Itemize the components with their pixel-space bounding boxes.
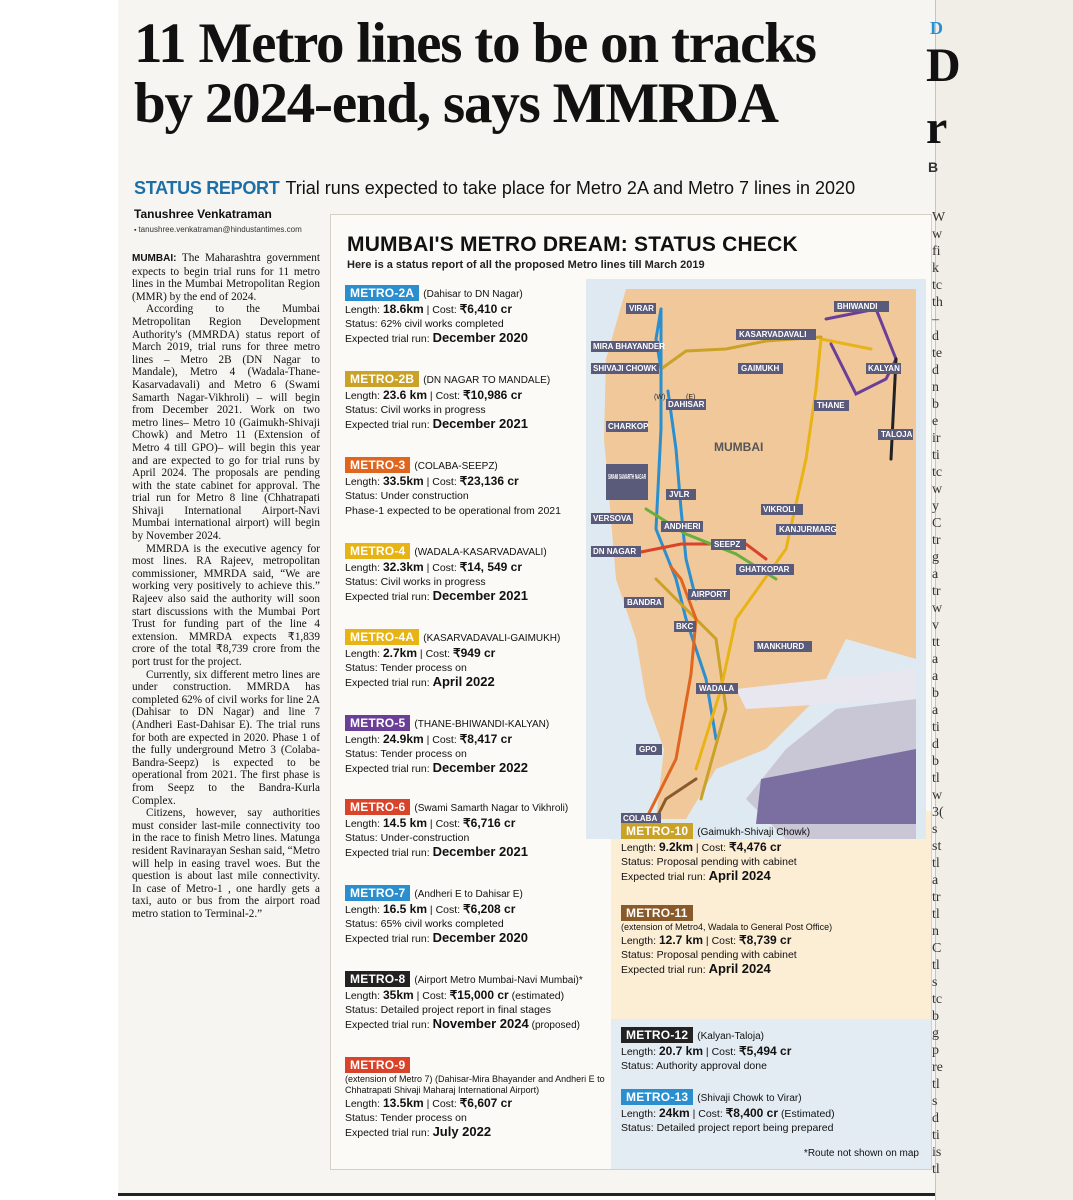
metro-length: 24.9km bbox=[382, 732, 424, 746]
length-label: Length: bbox=[345, 904, 381, 916]
cost-label: Cost: bbox=[432, 734, 457, 746]
metro-badge: METRO-4A bbox=[345, 629, 419, 645]
length-label: Length: bbox=[621, 1046, 657, 1058]
metro-badge: METRO-2A bbox=[345, 285, 419, 301]
trial-label: Expected trial run: bbox=[345, 591, 430, 603]
metro-route: (Swami Samarth Nagar to Vikhroli) bbox=[414, 803, 569, 814]
trial-label: Expected trial run: bbox=[345, 333, 430, 345]
adjacent-fragment: n bbox=[932, 924, 939, 939]
map-label-wadala: WADALA bbox=[699, 684, 735, 693]
adjacent-fragment: g bbox=[932, 1026, 939, 1041]
adjacent-column bbox=[926, 0, 1073, 1200]
metro-cost-extra: (Estimated) bbox=[780, 1108, 835, 1120]
metro-line-header bbox=[621, 905, 921, 922]
adjacent-fragment: n bbox=[932, 380, 939, 395]
map-label-colaba: COLABA bbox=[623, 814, 658, 823]
adjacent-fragment: w bbox=[932, 227, 943, 242]
metro-trial bbox=[621, 869, 921, 885]
metro-line-header bbox=[345, 371, 585, 388]
metro-cost: ₹949 cr bbox=[453, 646, 496, 660]
metro-status: Status: Tender process on bbox=[345, 662, 467, 674]
adjacent-fragment: b bbox=[932, 1009, 939, 1024]
metro-badge: METRO-2B bbox=[345, 371, 419, 387]
metro-line-header bbox=[345, 285, 585, 302]
article-paragraph-text: The Maharashtra government expects to begin trial runs for 11 metro lines in the Mumbai Metropolitan Region (MMR) by the end of 2024. bbox=[132, 252, 320, 303]
metro-badge: METRO-11 bbox=[621, 905, 693, 921]
metro-trial-date: December 2020 bbox=[432, 330, 528, 345]
metro-trial bbox=[621, 962, 921, 978]
metro-route: (Andheri E to Dahisar E) bbox=[414, 889, 523, 900]
adjacent-fragment: g bbox=[932, 550, 939, 565]
metro-line-block bbox=[345, 457, 585, 519]
metro-cost: ₹5,494 cr bbox=[739, 1044, 792, 1058]
length-label: Length: bbox=[345, 734, 381, 746]
email-text: tanushree.venkatraman@hindustantimes.com bbox=[138, 225, 302, 234]
metro-badge: METRO-13 bbox=[621, 1089, 693, 1105]
length-label: Length: bbox=[345, 648, 381, 660]
adjacent-fragment: b bbox=[932, 686, 939, 701]
trial-label: Expected trial run: bbox=[345, 419, 430, 431]
map-label-charkop: CHARKOP bbox=[608, 422, 649, 431]
metro-status: Status: 65% civil works completed bbox=[345, 918, 504, 930]
adjacent-fragment: C bbox=[932, 941, 942, 956]
map-label-versova: VERSOVA bbox=[593, 514, 632, 523]
metro-route: (KASARVADAVALI-GAIMUKH) bbox=[423, 633, 561, 644]
metro-status: Status: Tender process on bbox=[345, 748, 467, 760]
adjacent-fragment: tr bbox=[932, 533, 941, 548]
byline-email: ▪ tanushree.venkatraman@hindustantimes.com bbox=[134, 225, 302, 234]
map-label-e: (E) bbox=[686, 394, 696, 401]
metro-length: 35km bbox=[382, 988, 414, 1002]
metro-badge: METRO-3 bbox=[345, 457, 410, 473]
metro-status: Status: Civil works in progress bbox=[345, 404, 486, 416]
map-label-thane: THANE bbox=[817, 401, 845, 410]
metro-length-cost: Length: 12.7 km | Cost: ₹8,739 cr bbox=[621, 933, 792, 947]
metro-length-cost: Length: 20.7 km | Cost: ₹5,494 cr bbox=[621, 1044, 792, 1058]
map-label-kasarvadavali: KASARVADAVALI bbox=[739, 330, 807, 339]
metro-trial-date: July 2022 bbox=[432, 1124, 492, 1139]
metro-line-header bbox=[345, 715, 585, 732]
strap-deck: Trial runs expected to take place for Metro 2A and Metro 7 lines in 2020 bbox=[285, 178, 856, 198]
map-label-w: (W) bbox=[654, 394, 666, 401]
metro-length-cost: Length: 13.5km | Cost: ₹6,607 cr bbox=[345, 1096, 513, 1110]
cost-label: Cost: bbox=[432, 304, 457, 316]
metro-length: 9.2km bbox=[658, 840, 693, 854]
metro-line-header bbox=[621, 1027, 921, 1044]
metro-trial bbox=[345, 417, 585, 433]
metro-status: Status: Detailed project report being prepared bbox=[621, 1122, 834, 1134]
metro-line-block bbox=[345, 629, 585, 691]
metro-map bbox=[586, 279, 926, 839]
metro-line-block bbox=[345, 799, 585, 861]
adjacent-fragment: b bbox=[932, 397, 939, 412]
length-label: Length: bbox=[621, 935, 657, 947]
graphic-title: MUMBAI'S METRO DREAM: STATUS CHECK bbox=[347, 233, 798, 256]
metro-length: 2.7km bbox=[382, 646, 417, 660]
metro-line-header bbox=[345, 799, 585, 816]
metro-length: 32.3km bbox=[382, 560, 424, 574]
adjacent-fragment: ti bbox=[932, 720, 940, 735]
metro-badge: METRO-9 bbox=[345, 1057, 410, 1073]
adjacent-fragment: a bbox=[932, 873, 939, 888]
metro-route: (DN NAGAR TO MANDALE) bbox=[423, 375, 551, 386]
cost-label: Cost: bbox=[425, 648, 451, 660]
adjacent-fragment: w bbox=[932, 601, 943, 616]
metro-cost: ₹23,136 cr bbox=[459, 474, 519, 488]
cost-label: Cost: bbox=[432, 1098, 457, 1110]
metro-trial-date: April 2022 bbox=[432, 674, 495, 689]
metro-length-cost: Length: 33.5km | Cost: ₹23,136 cr bbox=[345, 474, 519, 488]
metro-trial-date: December 2021 bbox=[432, 844, 528, 859]
metro-line-header bbox=[345, 543, 585, 560]
metro-badge: METRO-7 bbox=[345, 885, 410, 901]
map-label-dn-nagar: DN NAGAR bbox=[593, 547, 637, 556]
metro-cost: ₹6,410 cr bbox=[459, 302, 513, 316]
adjacent-fragment: – bbox=[932, 312, 939, 327]
metro-detail: (extension of Metro 7) (Dahisar-Mira Bhayander and Andheri E to Chhatrapati Shivaji Maharaj International Airport) bbox=[345, 1074, 605, 1095]
metro-route: (Airport Metro Mumbai-Navi Mumbai)* bbox=[414, 975, 583, 986]
metro-status: Status: 62% civil works completed bbox=[345, 318, 504, 330]
metro-badge: METRO-6 bbox=[345, 799, 410, 815]
metro-line-header bbox=[345, 457, 585, 474]
adjacent-fragment: tl bbox=[932, 1162, 940, 1177]
metro-route: (Kalyan-Taloja) bbox=[697, 1031, 764, 1042]
metro-line-block bbox=[621, 1089, 921, 1135]
metro-route: (Shivaji Chowk to Virar) bbox=[697, 1093, 802, 1104]
adjacent-fragment: tc bbox=[932, 465, 943, 480]
page-bottom-rule bbox=[118, 1193, 935, 1196]
headline bbox=[134, 14, 934, 134]
map-label-bg bbox=[606, 464, 648, 500]
metro-route: (Gaimukh-Shivaji Chowk) bbox=[697, 827, 811, 838]
metro-cost-extra: (estimated) bbox=[511, 990, 565, 1002]
metro-status: Status: Authority approval done bbox=[621, 1060, 767, 1072]
metro-line-header bbox=[345, 1057, 607, 1074]
metro-badge: METRO-5 bbox=[345, 715, 410, 731]
map-label-airport: AIRPORT bbox=[691, 590, 727, 599]
metro-trial bbox=[345, 675, 585, 691]
adjacent-fragment: d bbox=[932, 1111, 939, 1126]
metro-cost: ₹6,607 cr bbox=[459, 1096, 513, 1110]
adjacent-fragment: s bbox=[932, 822, 938, 837]
adjacent-fragment: tr bbox=[932, 890, 941, 905]
length-label: Length: bbox=[621, 842, 657, 854]
strap-kicker: STATUS REPORT bbox=[134, 178, 280, 198]
article-body bbox=[132, 252, 320, 920]
cost-label: Cost: bbox=[422, 990, 447, 1002]
headline-line-2: by 2024-end, says MMRDA bbox=[134, 72, 778, 135]
metro-cost: ₹14, 549 cr bbox=[459, 560, 523, 574]
adjacent-fragment: tr bbox=[932, 584, 941, 599]
metro-line-header bbox=[345, 971, 585, 988]
length-label: Length: bbox=[345, 304, 381, 316]
map-label-andheri: ANDHERI bbox=[664, 522, 701, 531]
metro-cost: ₹8,417 cr bbox=[459, 732, 513, 746]
metro-cost: ₹4,476 cr bbox=[729, 840, 782, 854]
strapline bbox=[134, 178, 855, 199]
metro-cost: ₹8,400 cr bbox=[725, 1106, 779, 1120]
metro-length-cost: Length: 35km | Cost: ₹15,000 cr (estimated) bbox=[345, 988, 565, 1002]
metro-length-cost: Length: 2.7km | Cost: ₹949 cr bbox=[345, 646, 496, 660]
cost-label: Cost: bbox=[435, 390, 461, 402]
map-label-shivaji: SHIVAJI CHOWK bbox=[593, 364, 657, 373]
metro-trial-date: November 2024 bbox=[432, 1016, 529, 1031]
metro-status: Status: Tender process on bbox=[345, 1112, 467, 1124]
metro-trial bbox=[345, 331, 585, 347]
adjacent-fragment: 3( bbox=[932, 805, 944, 820]
length-label: Length: bbox=[345, 390, 381, 402]
adjacent-fragment: th bbox=[932, 295, 943, 310]
map-label-jvlr: JVLR bbox=[669, 490, 690, 499]
adjacent-fragment: W bbox=[932, 210, 946, 225]
adjacent-fragment: tl bbox=[932, 1077, 940, 1092]
headline-line-1: 11 Metro lines to be on tracks bbox=[134, 12, 816, 75]
metro-status: Status: Civil works in progress bbox=[345, 576, 486, 588]
metro-line-block bbox=[345, 285, 585, 347]
metro-length-cost: Length: 24km | Cost: ₹8,400 cr (Estimated) bbox=[621, 1106, 835, 1120]
adjacent-fragment: s bbox=[932, 1094, 938, 1109]
map-label-virar: VIRAR bbox=[629, 304, 654, 313]
article-paragraph: Currently, six different metro lines are under construction. MMRDA has completed 62% of civil works for line 2A (Dahisar to DN Nagar) and line 7 (Andheri East-Dahisar E). The trial runs for both are expected in 2020. Phase 1 of the fully underground Metro 3 (Colaba-Bandra-Seepz) is expected to be operational from 2021. The first phase is from Seepz to the Bandra-Kurla Complex. bbox=[132, 668, 320, 807]
metro-cost: ₹6,716 cr bbox=[463, 816, 516, 830]
trial-label: Expected trial run: bbox=[345, 677, 430, 689]
metro-length: 33.5km bbox=[382, 474, 424, 488]
cost-label: Cost: bbox=[711, 935, 737, 947]
adjacent-fragment: ir bbox=[932, 431, 941, 446]
trial-label: Phase-1 expected to be operational from 2021 bbox=[345, 505, 561, 517]
map-label-gaimukh: GAIMUKH bbox=[741, 364, 780, 373]
metro-detail: (extension of Metro4, Wadala to General Post Office) bbox=[621, 922, 833, 932]
metro-trial-date: April 2024 bbox=[708, 868, 771, 883]
metro-line-header bbox=[621, 1089, 921, 1106]
byline-name: Tanushree Venkatraman bbox=[134, 207, 272, 221]
cost-label: Cost: bbox=[711, 1046, 737, 1058]
metro-badge: METRO-10 bbox=[621, 823, 693, 839]
graphic-subtitle: Here is a status report of all the proposed Metro lines till March 2019 bbox=[347, 259, 705, 271]
metro-length: 20.7 km bbox=[658, 1044, 704, 1058]
adjacent-fragment: s bbox=[932, 975, 938, 990]
map-label-bhiwandi: BHIWANDI bbox=[837, 302, 878, 311]
length-label: Length: bbox=[345, 818, 381, 830]
cost-label: Cost: bbox=[432, 562, 457, 574]
adjacent-fragment: ti bbox=[932, 1128, 940, 1143]
metro-length-cost: Length: 18.6km | Cost: ₹6,410 cr bbox=[345, 302, 513, 316]
adjacent-fragment: st bbox=[932, 839, 942, 854]
map-label-dahisar: DAHISAR bbox=[668, 400, 705, 409]
metro-length: 23.6 km bbox=[382, 388, 428, 402]
length-label: Length: bbox=[345, 990, 381, 1002]
trial-label: Expected trial run: bbox=[345, 847, 430, 859]
metro-trial bbox=[345, 1125, 607, 1141]
newspaper-page bbox=[118, 0, 938, 1195]
cost-label: Cost: bbox=[701, 842, 727, 854]
article-paragraph: MMRDA is the executive agency for most lines. RA Rajeev, metropolitan commissioner, MMRDA said, “We are working very positively to achieve this.” Rajeev also said the authority will soon start discussions with the Mumbai Port Trust for funding part of the line 4 extension. MMRDA expects ₹1,839 crore of the total ₹8,739 crore from the port trust for the project. bbox=[132, 542, 320, 668]
metro-cost: ₹10,986 cr bbox=[463, 388, 523, 402]
adjacent-fragment: w bbox=[932, 788, 943, 803]
map-label-ghatkopar: GHATKOPAR bbox=[739, 565, 790, 574]
metro-length: 12.7 km bbox=[658, 933, 704, 947]
map-label-mankhurd: MANKHURD bbox=[757, 642, 805, 651]
metro-line-block bbox=[621, 823, 921, 885]
metro-length-cost: Length: 14.5 km | Cost: ₹6,716 cr bbox=[345, 816, 516, 830]
metro-line-header bbox=[345, 629, 585, 646]
metro-trial bbox=[345, 845, 585, 861]
metro-route: (COLABA-SEEPZ) bbox=[414, 461, 498, 472]
metro-status: Status: Proposal pending with cabinet bbox=[621, 949, 797, 961]
adjacent-byline-fragment: B bbox=[928, 159, 939, 175]
article-paragraph: Citizens, however, say authorities must consider last-mile connectivity too in the race to finish Metro lines. Matunga resident Ravinarayan Seshan said, “Metro will help in easing travel woes. But the question is about last mile connectivity. In case of Metro-1 , one hardly gets a taxi, auto or bus from the airport road metro station to Terminal-2.” bbox=[132, 807, 320, 920]
cost-label: Cost: bbox=[435, 904, 461, 916]
metro-trial bbox=[345, 589, 585, 605]
metro-line-block bbox=[345, 371, 585, 433]
metro-trial bbox=[345, 761, 585, 777]
map-label-seepz: SEEPZ bbox=[714, 540, 741, 549]
adjacent-fragment: d bbox=[932, 329, 939, 344]
adjacent-fragment: a bbox=[932, 703, 939, 718]
adjacent-fragment: v bbox=[932, 618, 939, 633]
article-paragraph bbox=[132, 252, 320, 303]
metro-trial-date: December 2021 bbox=[432, 588, 528, 603]
metro-badge: METRO-4 bbox=[345, 543, 410, 559]
metro-route: (THANE-BHIWANDI-KALYAN) bbox=[414, 719, 550, 730]
map-label-taloja: TALOJA bbox=[881, 430, 913, 439]
adjacent-fragment: e bbox=[932, 414, 939, 429]
metro-length: 24km bbox=[658, 1106, 690, 1120]
metro-line-header bbox=[345, 885, 585, 902]
cost-label: Cost: bbox=[432, 476, 457, 488]
map-label-swami: SWAMI SAMARTH NAGAR bbox=[608, 474, 646, 481]
adjacent-fragment: tl bbox=[932, 856, 940, 871]
metro-length: 18.6km bbox=[382, 302, 424, 316]
adjacent-fragment: y bbox=[932, 499, 939, 514]
adjacent-headline-fragment: D bbox=[926, 39, 961, 92]
adjacent-fragment: tl bbox=[932, 771, 940, 786]
article-paragraph: According to the Mumbai Metropolitan Region Development Authority's (MMRDA) status report of March 2019, trial runs for three metro lines – Metro 2B (DN Nagar to Mandale), Metro 4 (Wadala-Thane-Kasarvadavali) and Metro 6 (Swami Samarth Nagar-Vikhroli) – will begin from December 2021. Work on two metro lines– Metro 10 (Gaimukh-Shivaji Chowk) and Metro 11 (Extension of Metro 4 till GPO)– will begin this year and are expected to go for trial runs by April 2024. The proposals are pending with the state cabinet for approval. The trial run for Metro 8 line (Chhatrapati Shivaji International Airport-Navi Mumbai international airport) will begin by November 2024. bbox=[132, 303, 320, 543]
map-label-kalyan: KALYAN bbox=[868, 364, 900, 373]
map-label-bkc: BKC bbox=[676, 622, 694, 631]
metro-line-block bbox=[621, 1027, 921, 1073]
metro-trial-date: April 2024 bbox=[708, 961, 771, 976]
adjacent-fragment: d bbox=[932, 737, 939, 752]
metro-cost: ₹15,000 cr bbox=[449, 988, 509, 1002]
metro-badge: METRO-12 bbox=[621, 1027, 693, 1043]
metro-length-cost: Length: 9.2km | Cost: ₹4,476 cr bbox=[621, 840, 782, 854]
metro-status: Status: Detailed project report in final stages bbox=[345, 1004, 552, 1016]
adjacent-fragment: a bbox=[932, 669, 939, 684]
adjacent-fragment: p bbox=[932, 1043, 939, 1058]
metro-trial-date: December 2022 bbox=[432, 760, 528, 775]
adjacent-fragment: fi bbox=[932, 244, 941, 259]
metro-line-block bbox=[621, 905, 921, 978]
adjacent-fragment: te bbox=[932, 346, 943, 361]
metro-length-cost: Length: 23.6 km | Cost: ₹10,986 cr bbox=[345, 388, 523, 402]
adjacent-fragment: tl bbox=[932, 958, 940, 973]
length-label: Length: bbox=[345, 562, 381, 574]
trial-label: Expected trial run: bbox=[345, 1019, 430, 1031]
metro-length: 13.5km bbox=[382, 1096, 424, 1110]
trial-label: Expected trial run: bbox=[345, 933, 430, 945]
adjacent-fragment: is bbox=[932, 1145, 942, 1160]
trial-label: Expected trial run: bbox=[621, 871, 706, 883]
length-label: Length: bbox=[621, 1108, 657, 1120]
adjacent-fragment: a bbox=[932, 567, 939, 582]
map-label-mira: MIRA BHAYANDER bbox=[593, 342, 666, 351]
metro-trial-date: December 2021 bbox=[432, 416, 528, 431]
metro-cost: ₹8,739 cr bbox=[739, 933, 792, 947]
metro-line-block bbox=[345, 715, 585, 777]
adjacent-fragment: a bbox=[932, 652, 939, 667]
adjacent-fragment: C bbox=[932, 516, 942, 531]
adjacent-fragment: w bbox=[932, 482, 943, 497]
metro-length-cost: Length: 16.5 km | Cost: ₹6,208 cr bbox=[345, 902, 516, 916]
length-label: Length: bbox=[345, 1098, 381, 1110]
metro-status: Status: Proposal pending with cabinet bbox=[621, 856, 797, 868]
metro-line-block bbox=[345, 543, 585, 605]
metro-line-block bbox=[345, 1057, 607, 1141]
metro-length: 16.5 km bbox=[382, 902, 428, 916]
map-label-vikroli: VIKROLI bbox=[763, 505, 796, 514]
metro-line-header bbox=[621, 823, 921, 840]
adjacent-fragment: d bbox=[932, 363, 939, 378]
metro-badge: METRO-8 bbox=[345, 971, 410, 987]
metro-status-graphic bbox=[330, 214, 932, 1170]
metro-cost: ₹6,208 cr bbox=[463, 902, 516, 916]
metro-route: (WADALA-KASARVADAVALI) bbox=[414, 547, 547, 558]
metro-trial bbox=[345, 503, 585, 519]
metro-trial-date: December 2020 bbox=[432, 930, 528, 945]
adjacent-fragment: b bbox=[932, 754, 939, 769]
cost-label: Cost: bbox=[435, 818, 461, 830]
metro-trial bbox=[345, 931, 585, 947]
metro-line-block bbox=[345, 885, 585, 947]
metro-trial-extra: (proposed) bbox=[531, 1020, 580, 1031]
metro-line-block bbox=[345, 971, 585, 1033]
dateline: MUMBAI: bbox=[132, 253, 177, 264]
metro-trial bbox=[345, 1017, 585, 1033]
adjacent-fragment: tc bbox=[932, 278, 943, 293]
adjacent-fragment: ti bbox=[932, 448, 940, 463]
length-label: Length: bbox=[345, 476, 381, 488]
metro-route: (Dahisar to DN Nagar) bbox=[423, 289, 523, 300]
cost-label: Cost: bbox=[698, 1108, 723, 1120]
trial-label: Expected trial run: bbox=[621, 964, 706, 976]
adjacent-fragment: tc bbox=[932, 992, 943, 1007]
adjacent-fragment: re bbox=[932, 1060, 943, 1075]
metro-status: Status: Under-construction bbox=[345, 832, 470, 844]
metro-length: 14.5 km bbox=[382, 816, 428, 830]
metro-length-cost: Length: 32.3km | Cost: ₹14, 549 cr bbox=[345, 560, 523, 574]
route-note: *Route not shown on map bbox=[803, 1148, 919, 1159]
adjacent-top-label: D bbox=[930, 18, 943, 38]
metro-status: Status: Under construction bbox=[345, 490, 469, 502]
map-label-gpo: GPO bbox=[639, 745, 657, 754]
trial-label: Expected trial run: bbox=[345, 1127, 430, 1139]
map-city-label: MUMBAI bbox=[714, 440, 764, 454]
map-label-kanjurmarg: KANJURMARG bbox=[779, 525, 837, 534]
adjacent-fragment: k bbox=[932, 261, 939, 276]
adjacent-fragment: tl bbox=[932, 907, 940, 922]
map-label-bandra: BANDRA bbox=[627, 598, 662, 607]
trial-label: Expected trial run: bbox=[345, 763, 430, 775]
adjacent-fragment: tt bbox=[932, 635, 940, 650]
metro-length-cost: Length: 24.9km | Cost: ₹8,417 cr bbox=[345, 732, 513, 746]
adjacent-headline-fragment-2: r bbox=[926, 101, 948, 154]
